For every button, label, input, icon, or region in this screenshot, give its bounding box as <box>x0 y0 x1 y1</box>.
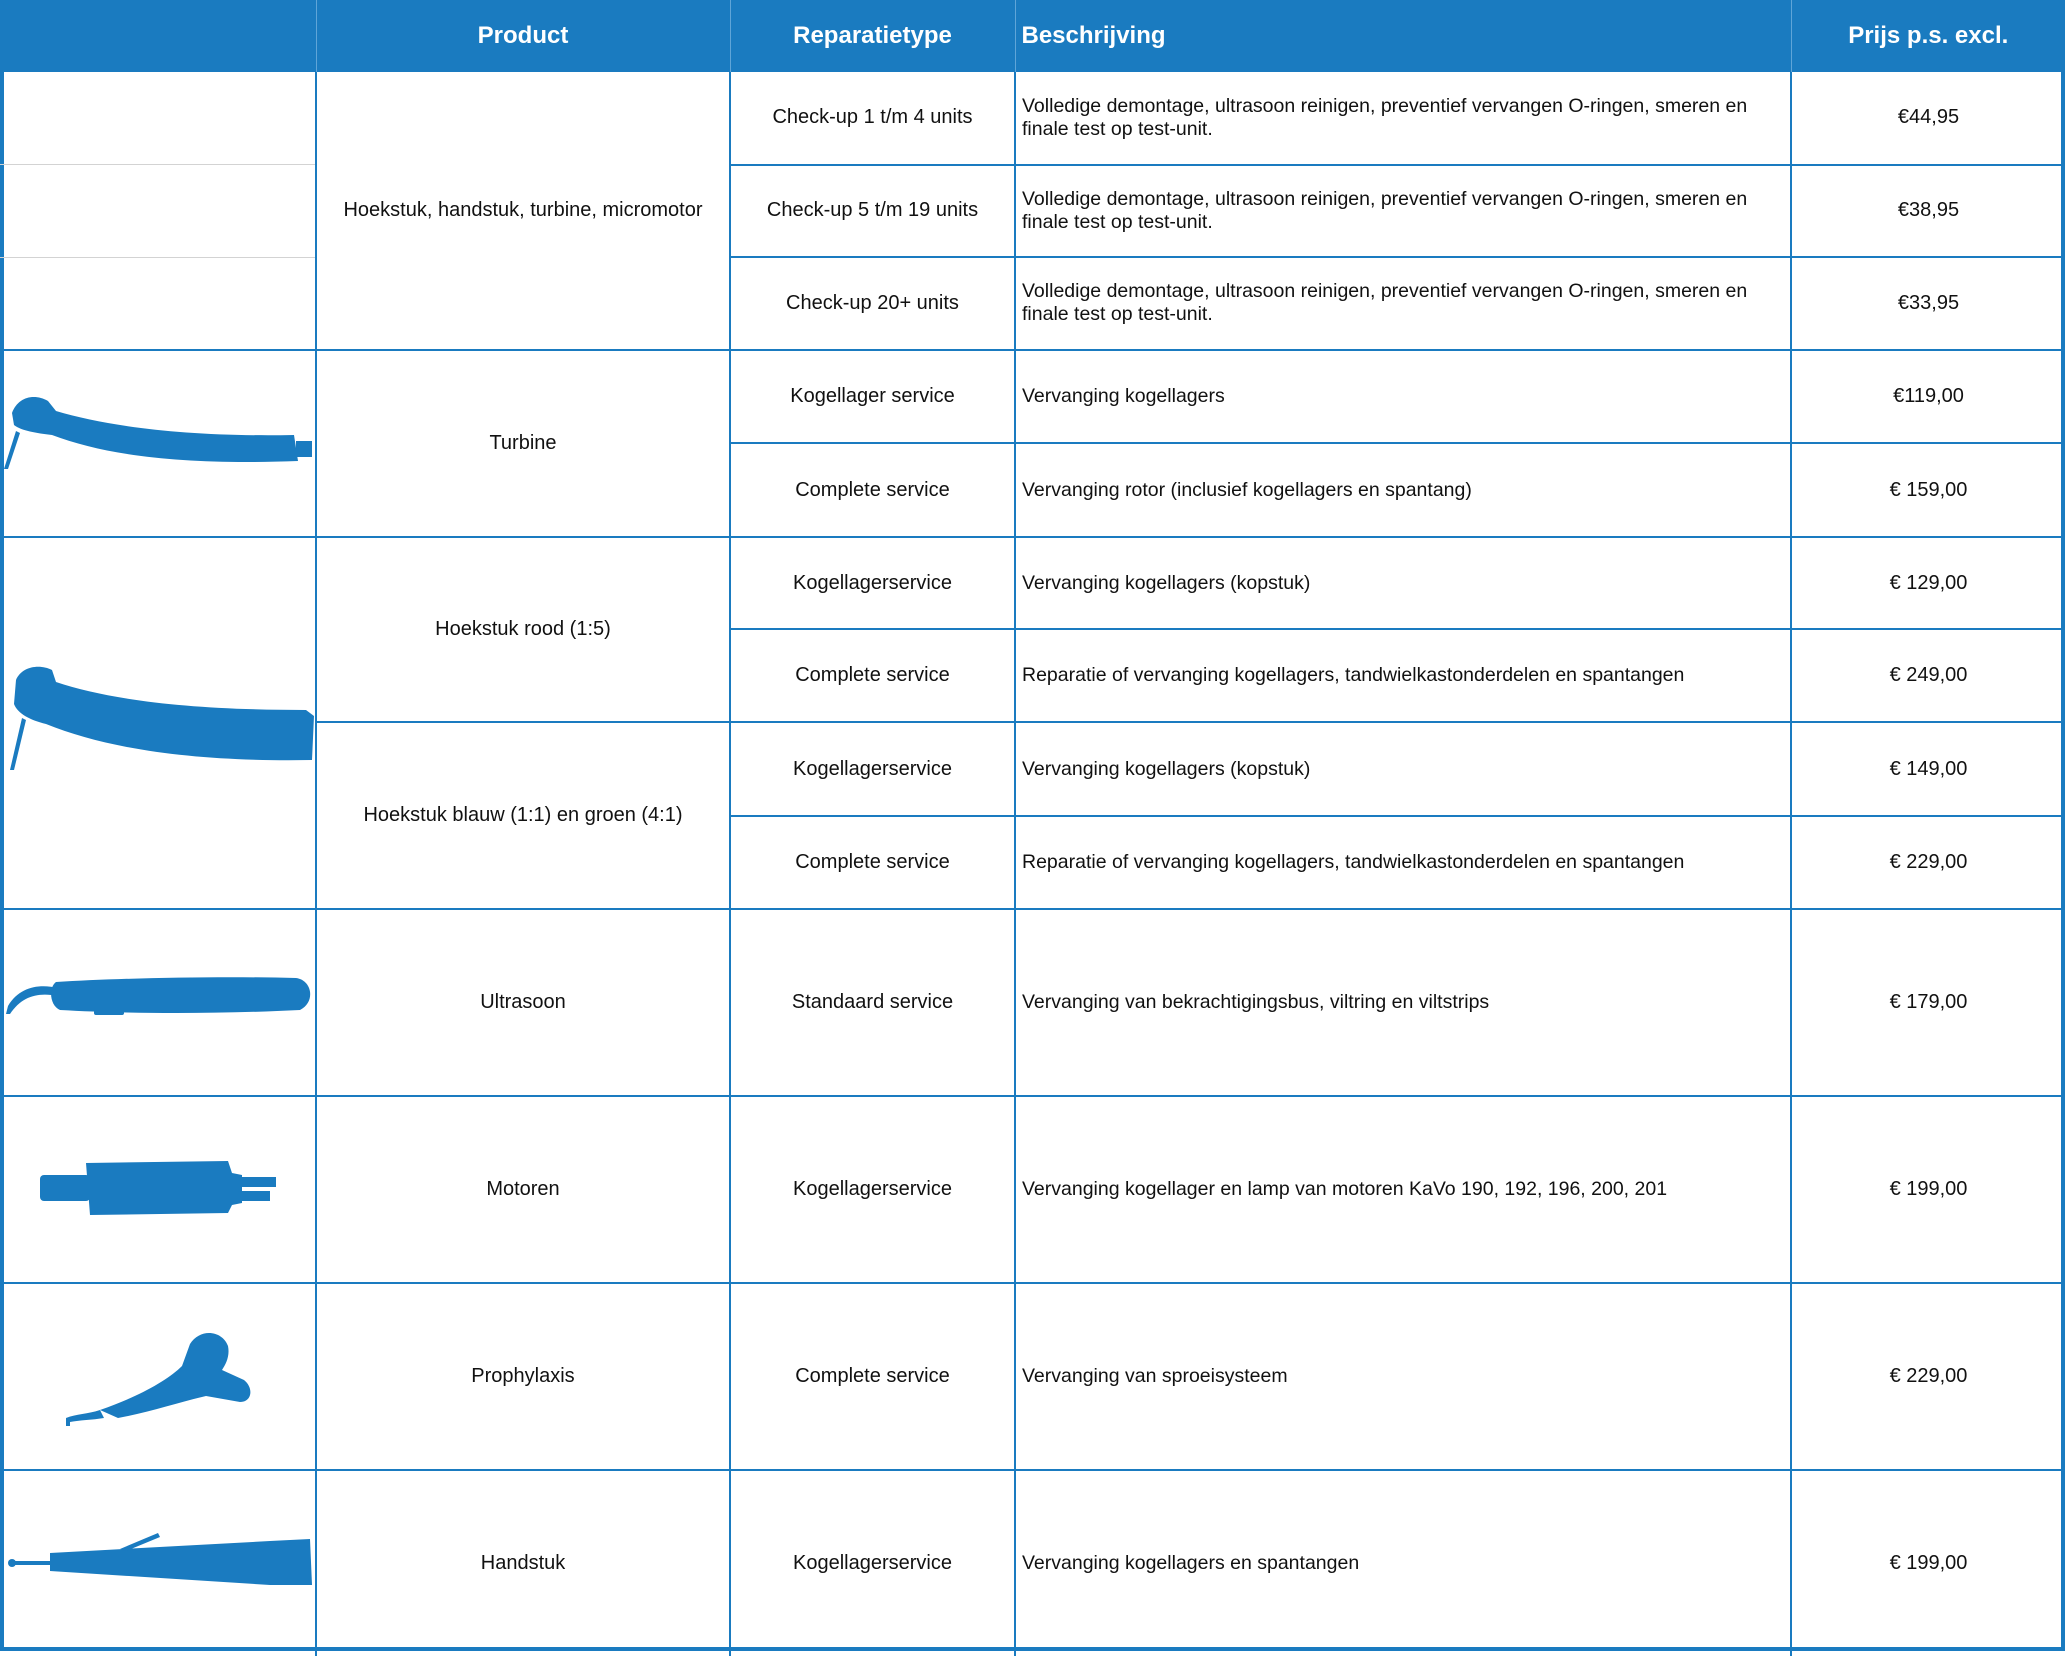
price-cell: € 229,00 <box>1791 1283 2065 1470</box>
table-header-row <box>0 0 2065 72</box>
empty-image-cell <box>0 72 316 165</box>
micromotor-image-cell <box>0 1096 316 1283</box>
price-cell: € 199,00 <box>1791 1096 2065 1283</box>
header-description: Beschrijving <box>1015 0 1791 72</box>
product-cell: Hoekstuk rood (1:5) <box>316 537 730 722</box>
description-cell: Vervanging kogellagers en spantangen <box>1015 1470 1791 1656</box>
ultrasonic-image-cell <box>0 909 316 1096</box>
description-cell: Vervanging van sproeisysteem <box>1015 1283 1791 1470</box>
product-cell: Hoekstuk blauw (1:1) en groen (4:1) <box>316 722 730 909</box>
repair-type-cell: Kogellager service <box>730 350 1015 444</box>
description-cell: Vervanging kogellagers (kopstuk) <box>1015 537 1791 630</box>
table-row <box>0 1096 2065 1283</box>
description-cell: Reparatie of vervanging kogellagers, tandwielkastonderdelen en spantangen <box>1015 629 1791 722</box>
description-cell: Volledige demontage, ultrasoon reinigen, preventief vervangen O-ringen, smeren en finale test op test-unit. <box>1015 165 1791 258</box>
handpiece-image-cell <box>0 1470 316 1656</box>
table-row <box>0 537 2065 630</box>
price-cell: € 249,00 <box>1791 629 2065 722</box>
prophy-handpiece-silhouette-icon <box>0 1284 316 1469</box>
prophy-image-cell <box>0 1283 316 1470</box>
price-cell: € 149,00 <box>1791 722 2065 816</box>
price-cell: €38,95 <box>1791 165 2065 258</box>
price-cell: € 129,00 <box>1791 537 2065 630</box>
header-product: Product <box>316 0 730 72</box>
description-cell: Reparatie of vervanging kogellagers, tandwielkastonderdelen en spantangen <box>1015 816 1791 909</box>
table-row <box>0 909 2065 1096</box>
price-cell: € 179,00 <box>1791 909 2065 1096</box>
table-row <box>0 257 2065 350</box>
description-cell: Volledige demontage, ultrasoon reinigen, preventief vervangen O-ringen, smeren en finale test op test-unit. <box>1015 72 1791 165</box>
repair-type-cell: Kogellagerservice <box>730 1096 1015 1283</box>
repair-type-cell: Standaard service <box>730 909 1015 1096</box>
contra-angle-image-cell <box>0 537 316 909</box>
table-row <box>0 165 2065 258</box>
description-cell: Vervanging kogellager en lamp van motoren KaVo 190, 192, 196, 200, 201 <box>1015 1096 1791 1283</box>
header-price: Prijs p.s. excl. <box>1791 0 2065 72</box>
description-cell: Vervanging van bekrachtigingsbus, viltring en viltstrips <box>1015 909 1791 1096</box>
description-cell: Vervanging rotor (inclusief kogellagers en spantang) <box>1015 443 1791 537</box>
micromotor-silhouette-icon <box>0 1097 316 1282</box>
straight-handpiece-silhouette-icon <box>0 1471 316 1656</box>
empty-image-cell <box>0 257 316 350</box>
empty-image-cell <box>0 165 316 258</box>
repair-type-cell: Complete service <box>730 629 1015 722</box>
price-cell: € 229,00 <box>1791 816 2065 909</box>
turbine-image-cell <box>0 350 316 537</box>
contra-angle-silhouette-icon <box>0 538 316 908</box>
product-cell: Motoren <box>316 1096 730 1283</box>
description-cell: Vervanging kogellagers (kopstuk) <box>1015 722 1791 816</box>
repair-type-cell: Check-up 20+ units <box>730 257 1015 350</box>
repair-type-cell: Complete service <box>730 1283 1015 1470</box>
product-cell: Turbine <box>316 350 730 537</box>
product-cell: Handstuk <box>316 1470 730 1656</box>
table-row <box>0 72 2065 165</box>
price-cell: €44,95 <box>1791 72 2065 165</box>
repair-type-cell: Check-up 1 t/m 4 units <box>730 72 1015 165</box>
table-row <box>0 350 2065 444</box>
price-cell: €33,95 <box>1791 257 2065 350</box>
header-image-column <box>0 0 316 72</box>
repair-type-cell: Check-up 5 t/m 19 units <box>730 165 1015 258</box>
description-cell: Vervanging kogellagers <box>1015 350 1791 444</box>
product-cell: Hoekstuk, handstuk, turbine, micromotor <box>316 72 730 350</box>
ultrasonic-scaler-silhouette-icon <box>0 910 316 1095</box>
header-repair-type: Reparatietype <box>730 0 1015 72</box>
repair-type-cell: Complete service <box>730 816 1015 909</box>
table-row <box>0 1470 2065 1656</box>
price-cell: €119,00 <box>1791 350 2065 444</box>
product-cell: Prophylaxis <box>316 1283 730 1470</box>
turbine-silhouette-icon <box>0 351 316 536</box>
price-cell: € 159,00 <box>1791 443 2065 537</box>
repair-type-cell: Kogellagerservice <box>730 722 1015 816</box>
repair-type-cell: Kogellagerservice <box>730 1470 1015 1656</box>
product-cell: Ultrasoon <box>316 909 730 1096</box>
table-row <box>0 1283 2065 1470</box>
description-cell: Volledige demontage, ultrasoon reinigen, preventief vervangen O-ringen, smeren en finale test op test-unit. <box>1015 257 1791 350</box>
repair-type-cell: Kogellagerservice <box>730 537 1015 630</box>
price-cell: € 199,00 <box>1889 1551 1968 1574</box>
repair-type-cell: Complete service <box>730 443 1015 537</box>
